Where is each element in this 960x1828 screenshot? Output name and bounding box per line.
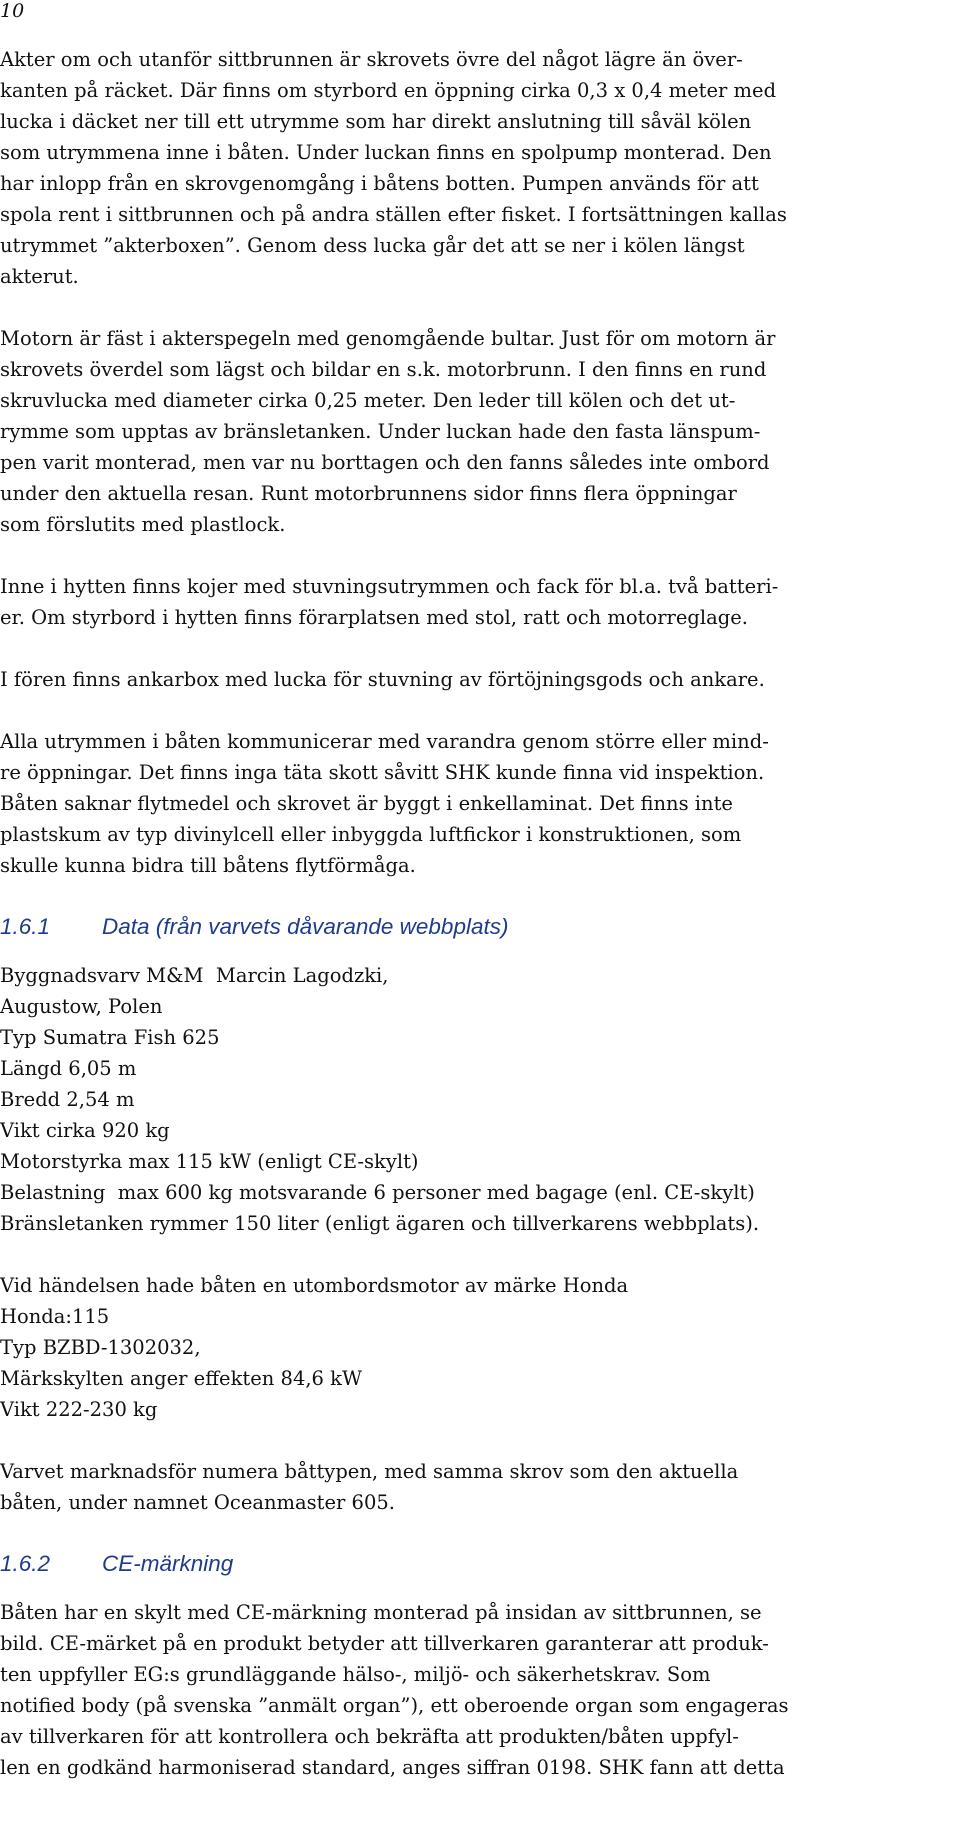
list-item: Motorstyrka max 115 kW (enligt CE-skylt) — [0, 1150, 419, 1173]
paragraph-hytten: Inne i hytten finns kojer med stuvningsutrymmen och fack för bl.a. två batteri- er. Om styrbord i hytten finns förarplatsen med stol, ratt och motorreglage. — [0, 575, 779, 629]
list-item: Vikt 222-230 kg — [0, 1398, 158, 1421]
document-body — [0, 44, 950, 1814]
list-item: Belastning max 600 kg motsvarande 6 personer med bagage (enl. CE-skylt) — [0, 1181, 755, 1204]
paragraph-marketing: Varvet marknadsför numera båttypen, med samma skrov som den aktuella båten, under namnet Oceanmaster 605. — [0, 1460, 739, 1514]
list-item: Byggnadsvarv M&M Marcin Lagodzki, — [0, 964, 389, 987]
list-item: Bränsletanken rymmer 150 liter (enligt ägaren och tillverkarens webbplats). — [0, 1212, 760, 1235]
list-item: Typ BZBD-1302032, — [0, 1336, 201, 1359]
list-item: Längd 6,05 m — [0, 1057, 137, 1080]
list-item: Vid händelsen hade båten en utombordsmotor av märke Honda — [0, 1274, 629, 1297]
paragraph-utrymmen: Alla utrymmen i båten kommunicerar med varandra genom större eller mind- re öppningar. Det finns inga täta skott såvitt SHK kunde finna vid inspektion. Båten saknar flytmedel och skrovet är byggt i enkellaminat. Det finns inte plastskum av typ divinylcell eller inbyggda luftfickor i konstruktionen, som skulle kunna bidra till båtens flytförmåga. — [0, 730, 769, 877]
list-item: Märkskylten anger effekten 84,6 kW — [0, 1367, 363, 1390]
list-item: Vikt cirka 920 kg — [0, 1119, 170, 1142]
engine-data-list — [0, 1270, 950, 1425]
section-title: CE-märkning — [102, 1551, 234, 1576]
section-title: Data (från varvets dåvarande webbplats) — [102, 914, 509, 939]
section-number: 1.6.1 — [0, 914, 51, 939]
list-item: Typ Sumatra Fish 625 — [0, 1026, 220, 1049]
section-heading-1-6-1 — [0, 912, 950, 942]
section-number: 1.6.2 — [0, 1551, 51, 1576]
list-item: Bredd 2,54 m — [0, 1088, 135, 1111]
paragraph-motorn: Motorn är fäst i akterspegeln med genomgående bultar. Just för om motorn är skrovets överdel som lägst och bildar en s.k. motorbrunn. I den finns en rund skruvlucka med diameter cirka 0,25 meter. Den leder till kölen och det ut- rymme som upptas av bränsletanken. Under luckan hade den fasta länspum- pen varit monterad, men var nu borttagen och den fanns således inte ombord under den aktuella resan. Runt motorbrunnens sidor finns flera öppningar som förslutits med plastlock. — [0, 327, 776, 536]
list-item: Augustow, Polen — [0, 995, 163, 1018]
page-number: 10 — [0, 0, 25, 22]
list-item: Honda:115 — [0, 1305, 110, 1328]
paragraph-ce-marking: Båten har en skylt med CE-märkning monterad på insidan av sittbrunnen, se bild. CE-märket på en produkt betyder att tillverkaren garanterar att produk- ten uppfyller EG:s grundläggande hälso-, miljö- och säkerhetskrav. Som notified body (på svenska ”anmält organ”), ett oberoende organ som engageras av tillverkaren för att kontrollera och bekräfta att produkten/båten uppfyl- len en godkänd harmoniserad standard, anges siffran 0198. SHK fann att detta — [0, 1601, 789, 1779]
boat-data-list — [0, 960, 950, 1239]
paragraph-aktern: Akter om och utanför sittbrunnen är skrovets övre del något lägre än över- kanten på räcket. Där finns om styrbord en öppning cirka 0,3 x 0,4 meter med lucka i däcket ner till ett utrymme som har direkt anslutning till såväl kölen som utrymmena inne i båten. Under luckan finns en spolpump monterad. Den har inlopp från en skrovgenomgång i båtens botten. Pumpen används för att spola rent i sittbrunnen och på andra ställen efter fisket. I fortsättningen kallas utrymmet ”akterboxen”. Genom dess lucka går det att se ner i kölen längst akterut. — [0, 48, 787, 288]
paragraph-foren: I fören finns ankarbox med lucka för stuvning av förtöjningsgods och ankare. — [0, 668, 765, 691]
section-heading-1-6-2 — [0, 1549, 950, 1579]
